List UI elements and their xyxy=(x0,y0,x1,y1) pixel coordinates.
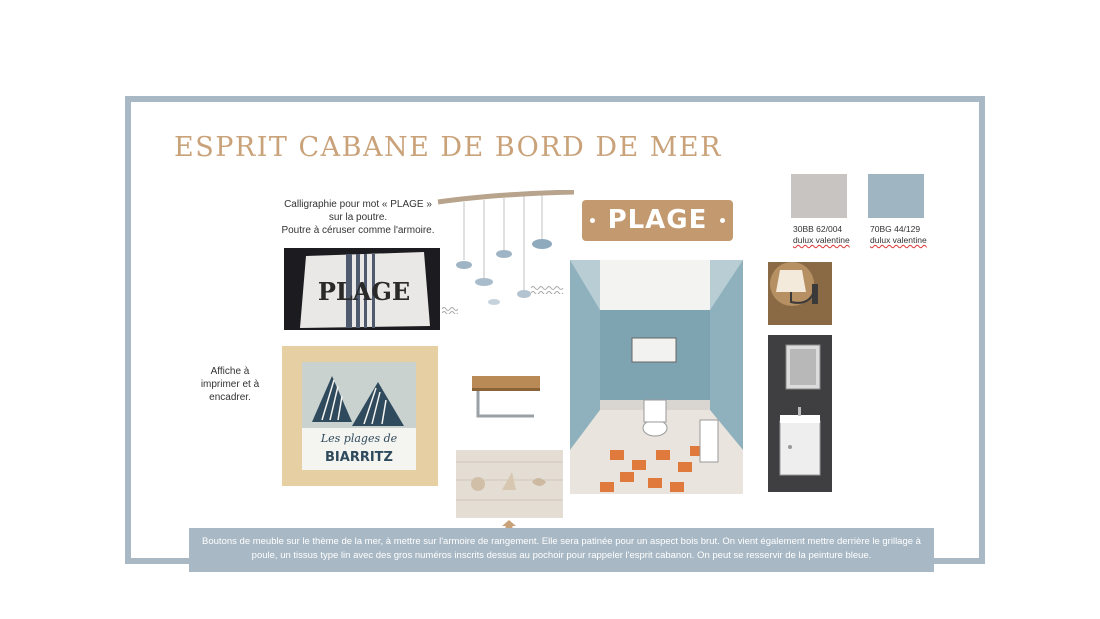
poster-text-line2: BIARRITZ xyxy=(325,450,393,465)
wave-icon xyxy=(531,285,565,294)
wood-shelf-image xyxy=(470,374,542,422)
caption-line: Poutre à céruser comme l'armoire. xyxy=(281,225,435,236)
caption-line: imprimer et à xyxy=(200,379,260,390)
caption-line: sur la poutre. xyxy=(328,212,388,223)
caption-line: Affiche à xyxy=(210,366,250,377)
wave-icon xyxy=(442,306,458,314)
calligraphy-caption xyxy=(278,198,438,237)
furniture-knobs-image xyxy=(456,450,563,518)
cushion-image xyxy=(284,248,440,330)
swatch-label-blue xyxy=(870,224,927,246)
poster-caption xyxy=(195,365,265,404)
sign-dot xyxy=(590,218,595,223)
swatch-code: 70BG 44/129 xyxy=(870,224,921,234)
poster-inner xyxy=(302,362,416,470)
biarritz-poster-image xyxy=(282,346,438,486)
plage-sign xyxy=(582,200,733,241)
swatch-brand: dulux valentine xyxy=(793,235,850,245)
knobs-note: Boutons de meuble sur le thème de la mer, à mettre sur l'armoire de rangement. Elle sera patinée pour un aspect bois brut. On vient également mettre derrière le grillage à poule, un tissus type lin avec des gros numéros inscrits dessus au pochoir pour rappeler l'esprit cabanon. On peut se resservir de la peinture bleue. xyxy=(189,528,934,572)
color-swatch-blue xyxy=(868,174,924,218)
bathroom-sketch-image xyxy=(570,260,743,494)
cushion-text: PLAGE xyxy=(317,277,411,306)
board-title: ESPRIT CABANE DE BORD DE MER xyxy=(174,132,722,163)
swatch-brand: dulux valentine xyxy=(870,235,927,245)
poster-text-line1: Les plages de xyxy=(320,432,398,445)
color-swatch-grey xyxy=(791,174,847,218)
sink-cabinet-image xyxy=(768,335,832,492)
caption-line: Calligraphie pour mot « PLAGE » xyxy=(284,199,432,210)
sign-dot xyxy=(720,218,725,223)
plage-sign-text: PLAGE xyxy=(607,205,708,235)
swatch-code: 30BB 62/004 xyxy=(793,224,843,234)
swatch-label-grey xyxy=(793,224,850,246)
caption-line: encadrer. xyxy=(209,392,251,403)
wall-lamp-image xyxy=(768,262,832,325)
